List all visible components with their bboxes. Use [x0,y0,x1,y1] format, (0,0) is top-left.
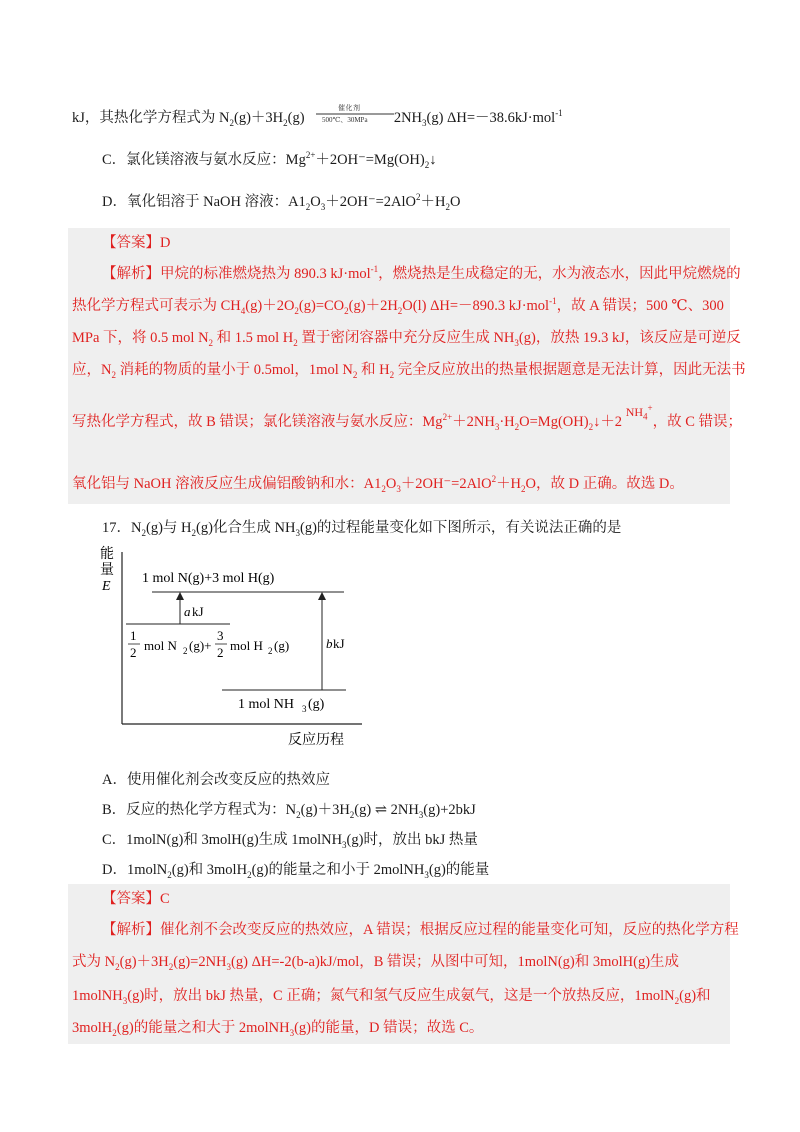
frac1-den: 2 [130,645,137,660]
y-axis-label-2: 量 [100,563,114,578]
q17-explanation-4: 3molH$_2$(g)的能量之和大于 2molNH$_3$(g)的能量，D 错误；故选 C。 [72,1020,484,1038]
q17-answer: 【答案】C [102,891,170,907]
q17-option-c: C．1molN(g)和 3molH(g)生成 1molNH$_3$(g)时，放出 bkJ 热量 [102,832,478,850]
q16-explanation-1: 【解析】甲烷的标准燃烧热为 890.3 kJ·mol$^{-1}$，燃烧热是生成稳定的无，水为液态水，因此甲烷燃烧的 [102,264,741,282]
mid-level-text-c: mol H [230,638,263,653]
bottom-level-label: 1 mol NH [238,697,294,712]
q16-explanation-3: MPa 下，将 0.5 mol $N_2$ 和 1.5 mol $H_2$ 置于密闭容器中充分反应生成 $NH_3(g)$，放热 19.3 kJ，该反应是可逆反 [72,330,741,348]
x-axis-label: 反应历程 [288,733,344,748]
q16-option-d: D．氧化铝溶于 NaOH 溶液：$A1_2O_3+2OH^-=2AlO^2+H_2O$ [102,192,461,212]
energy-diagram [96,540,366,750]
bottom-level-tail: (g) [308,697,325,712]
y-axis-label-3: E [102,579,111,594]
q17-option-b: B．反应的热化学方程式为：$N_2(g)+3H_2(g)$ ⇌ $2NH_3(g)+2bkJ$ [102,802,476,820]
q17-explanation-3: 1molNH$_3$(g)时，放出 bkJ 热量，C 正确；氮气和氢气反应生成氨气，这是一个放热反应，1molN$_2$(g)和 [72,988,711,1006]
top-level-label: 1 mol N(g)+3 mol H(g) [142,571,275,586]
mid-level-text-b: (g)+ [189,638,212,653]
q16-equation-line: kJ，其热化学方程式为 $N_2(g)+3H_2(g)$ $2NH_3(g)$ ΔH=－38.6kJ·mol$^{-1}$ [72,108,563,128]
q16-explanation-4: 应，$N_2$ 消耗的物质的量小于 0.5mol，1mol $N_2$ 和 $H_2$ 完全反应放出的热量根据题意是无法计算，因此无法书 [72,362,746,380]
arrow-a-label: a [184,604,191,619]
arrow-b-unit: kJ [333,636,345,651]
q17-option-a: A．使用催化剂会改变反应的热效应 [102,772,330,788]
mid-level-text-a: mol N [144,638,177,653]
q17-explanation-2: 式为 $N_2(g)+3H_2(g)=2NH_3(g)$ ΔH=-2(b-a)kJ/mol，B 错误；从图中可知，1molN(g)和 3molH(g)生成 [72,954,680,972]
q17-stem: 17．$N_2(g)$与 $H_2(g)$化合生成 $NH_3(g)$的过程能量变化如下图所示，有关说法正确的是 [102,520,622,538]
q16-answer: 【答案】D [102,235,171,251]
arrow-b-label: b [326,636,333,651]
y-axis-label-1: 能 [100,547,114,562]
q16-explanation-5: 写热化学方程式，故 B 错误；氯化镁溶液与氨水反应：$Mg^{2+}+2NH_3\cdot H_2O=Mg(OH)_2↓+2$ $^{NH_4^+}$，故 C 错误； [72,403,743,432]
mid-level-sub-b: 2 [268,646,273,656]
reaction-condition: 催化剂 500℃、30MPa [316,104,396,124]
arrow-a-unit: kJ [192,604,204,619]
frac2-num: 3 [217,628,224,643]
q16-option-c: C．氯化镁溶液与氨水反应：$Mg^{2+}+2OH^-=Mg(OH)_2↓$ [102,150,437,170]
q17-option-d: D．1molN$_2$(g)和 3molH$_2$(g)的能量之和小于 2molNH$_3$(g)的能量 [102,862,490,880]
frac1-num: 1 [130,628,137,643]
q16-explanation-6: 氧化铝与 NaOH 溶液反应生成偏铝酸钠和水：$A1_2O_3+2OH^-=2AlO^2+H_2O$，故 D 正确。故选 D。 [72,474,684,494]
frac2-den: 2 [217,645,224,660]
q17-explanation-1: 【解析】催化剂不会改变反应的热效应，A 错误；根据反应过程的能量变化可知，反应的热化学方程 [102,922,739,938]
mid-level-text-d: (g) [274,638,290,653]
bottom-level-sub: 3 [302,704,307,714]
mid-level-sub-a: 2 [183,646,188,656]
q16-explanation-2: 热化学方程式可表示为 $CH_4(g)+2O_2(g)=CO_2(g)+2H_2O(l)$ ΔH=－890.3 kJ·mol$^{-1}$，故 A 错误；500 ℃、300 [72,296,724,316]
